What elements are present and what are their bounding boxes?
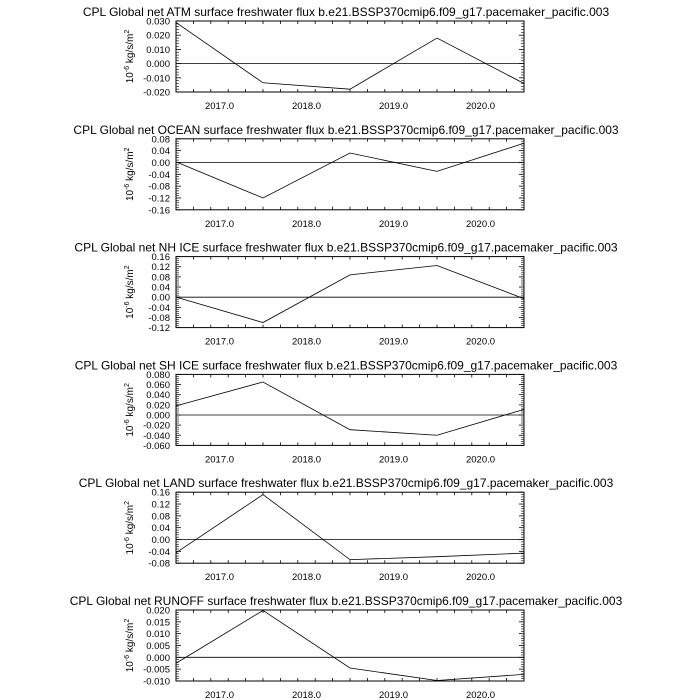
y-label-exponent: -6 — [124, 301, 131, 308]
y-tick-label: 0.08 — [151, 134, 170, 146]
x-tick-label: 2019.0 — [378, 454, 409, 466]
y-tick-label: 0.00 — [151, 292, 170, 304]
y-tick-label: -0.010 — [143, 73, 170, 85]
y-label-exponent: -6 — [124, 419, 131, 426]
y-tick-label: 0.08 — [151, 272, 170, 284]
y-tick-label: 0.080 — [146, 369, 170, 381]
y-label-exponent: -6 — [124, 654, 131, 662]
y-label-exponent: -6 — [124, 65, 131, 73]
y-label-exponent: -6 — [124, 537, 131, 544]
panel-1 — [73, 123, 619, 230]
y-tick-label: 0.010 — [146, 44, 170, 56]
y-tick-label: 0.060 — [146, 380, 170, 392]
y-tick-label: -0.08 — [148, 181, 170, 193]
y-tick-label: -0.060 — [143, 440, 170, 452]
panel-3 — [75, 358, 618, 465]
series-line — [176, 610, 524, 680]
y-label-unit: kg/s/m — [125, 269, 136, 302]
y-label-exponent: -6 — [124, 183, 131, 190]
y-tick-label: 0.12 — [151, 499, 170, 511]
panel-4 — [79, 476, 614, 583]
y-tick-label: 0.020 — [146, 30, 170, 42]
y-label-unit: kg/s/m — [125, 504, 136, 538]
x-tick-label: 2020.0 — [465, 572, 496, 584]
y-tick-label: 0.040 — [146, 390, 170, 402]
y-tick-label: 0.00 — [151, 535, 170, 547]
panel-5 — [70, 594, 623, 700]
y-tick-label: -0.12 — [148, 323, 170, 335]
y-axis-label — [124, 619, 136, 673]
x-tick-label: 2018.0 — [291, 218, 322, 230]
y-tick-label: 0.16 — [151, 252, 170, 264]
panel-2 — [74, 241, 618, 348]
y-label-unit: kg/s/m — [125, 622, 136, 655]
y-tick-label: 0.000 — [146, 652, 170, 664]
x-tick-label: 2017.0 — [204, 690, 235, 700]
panel-0 — [83, 5, 610, 112]
y-label-base: 10 — [125, 307, 136, 319]
x-tick-label: 2020.0 — [465, 218, 496, 230]
y-tick-label: 0.000 — [146, 59, 170, 71]
y-tick-label: 0.000 — [146, 410, 170, 422]
x-tick-label: 2019.0 — [378, 101, 409, 112]
x-tick-label: 2018.0 — [291, 690, 322, 700]
y-tick-label: 0.030 — [146, 16, 170, 28]
y-tick-label: -0.08 — [148, 312, 170, 324]
y-axis-label — [124, 501, 136, 555]
chart-title: CPL Global net OCEAN surface freshwater flux b.e21.BSSP370cmip6.f09_g17.pacemaker_pacific.003 — [73, 122, 619, 137]
x-tick-label: 2018.0 — [291, 336, 322, 348]
y-tick-label: 0.04 — [151, 282, 170, 294]
y-label-unit-exponent: 2 — [124, 265, 131, 270]
y-tick-label: 0.08 — [151, 511, 170, 523]
y-tick-label: -0.16 — [148, 205, 170, 217]
y-axis-label — [124, 30, 136, 84]
y-label-base: 10 — [125, 543, 136, 555]
y-label-unit-exponent: 2 — [124, 29, 131, 34]
x-tick-label: 2018.0 — [291, 454, 322, 466]
x-tick-label: 2020.0 — [465, 454, 496, 466]
series-line — [176, 382, 524, 435]
y-tick-label: 0.005 — [146, 641, 170, 652]
y-label-unit: kg/s/m — [125, 151, 136, 184]
x-tick-label: 2017.0 — [204, 101, 235, 112]
series-line — [176, 265, 524, 322]
y-tick-label: 0.16 — [151, 487, 170, 499]
y-tick-label: 0.020 — [146, 400, 170, 412]
x-tick-label: 2019.0 — [378, 336, 409, 348]
x-tick-label: 2018.0 — [291, 101, 322, 112]
plot-frame — [176, 257, 524, 328]
chart-title: CPL Global net LAND surface freshwater flux b.e21.BSSP370cmip6.f09_g17.pacemaker_pacific.003 — [78, 476, 614, 491]
x-tick-label: 2019.0 — [378, 572, 409, 584]
y-tick-label: -0.005 — [143, 664, 170, 676]
x-tick-label: 2019.0 — [378, 218, 409, 230]
y-label-unit: kg/s/m — [125, 33, 136, 66]
y-tick-label: -0.010 — [143, 676, 170, 688]
y-tick-label: -0.08 — [148, 558, 170, 570]
chart-title: CPL Global net ATM surface freshwater flux b.e21.BSSP370cmip6.f09_g17.pacemaker_pacific.003 — [82, 5, 610, 19]
plot-frame — [176, 374, 524, 445]
y-tick-label: -0.12 — [148, 193, 170, 205]
x-tick-label: 2020.0 — [465, 101, 496, 112]
y-label-base: 10 — [125, 425, 136, 437]
plot-frame — [176, 610, 524, 681]
y-axis-label — [124, 265, 136, 319]
y-label-unit-exponent: 2 — [124, 383, 131, 388]
y-axis-label — [124, 147, 136, 201]
y-tick-label: 0.12 — [151, 262, 170, 274]
y-label-base: 10 — [125, 189, 136, 202]
series-line — [176, 22, 524, 89]
y-label-base: 10 — [125, 72, 136, 84]
x-tick-label: 2017.0 — [204, 218, 235, 230]
series-line — [176, 143, 524, 198]
y-label-unit-exponent: 2 — [124, 500, 131, 505]
x-tick-label: 2018.0 — [291, 572, 322, 584]
chart-title: CPL Global net SH ICE surface freshwater flux b.e21.BSSP370cmip6.f09_g17.pacemaker_pacific.003 — [74, 358, 618, 373]
y-tick-label: -0.04 — [148, 169, 170, 181]
y-tick-label: 0.015 — [146, 617, 170, 629]
y-label-unit: kg/s/m — [125, 387, 136, 420]
y-tick-label: -0.040 — [143, 430, 170, 442]
x-tick-label: 2017.0 — [204, 572, 235, 584]
x-tick-label: 2017.0 — [204, 336, 235, 348]
chart-title: CPL Global net RUNOFF surface freshwater flux b.e21.BSSP370cmip6.f09_g17.pacemaker_pacific.003 — [69, 594, 623, 608]
y-label-base: 10 — [125, 661, 136, 673]
y-tick-label: -0.020 — [143, 420, 170, 432]
y-tick-label: 0.010 — [146, 629, 170, 641]
y-tick-label: 0.04 — [151, 523, 170, 535]
plot-frame — [176, 139, 524, 210]
x-tick-label: 2020.0 — [465, 690, 496, 700]
y-tick-label: -0.04 — [148, 302, 170, 314]
x-tick-label: 2020.0 — [465, 336, 496, 348]
y-tick-label: -0.020 — [143, 87, 170, 99]
y-tick-label: 0.00 — [151, 157, 170, 169]
chart-title: CPL Global net NH ICE surface freshwater flux b.e21.BSSP370cmip6.f09_g17.pacemaker_pacific.003 — [74, 240, 618, 255]
y-label-unit-exponent: 2 — [124, 147, 131, 152]
y-label-unit-exponent: 2 — [124, 618, 131, 623]
x-tick-label: 2017.0 — [204, 454, 235, 466]
y-tick-label: 0.020 — [146, 605, 170, 617]
y-tick-label: 0.04 — [151, 146, 170, 158]
x-tick-label: 2019.0 — [378, 690, 409, 700]
y-tick-label: -0.04 — [148, 546, 170, 558]
plot-frame — [176, 492, 524, 563]
y-axis-label — [124, 383, 136, 437]
series-line — [176, 495, 524, 560]
